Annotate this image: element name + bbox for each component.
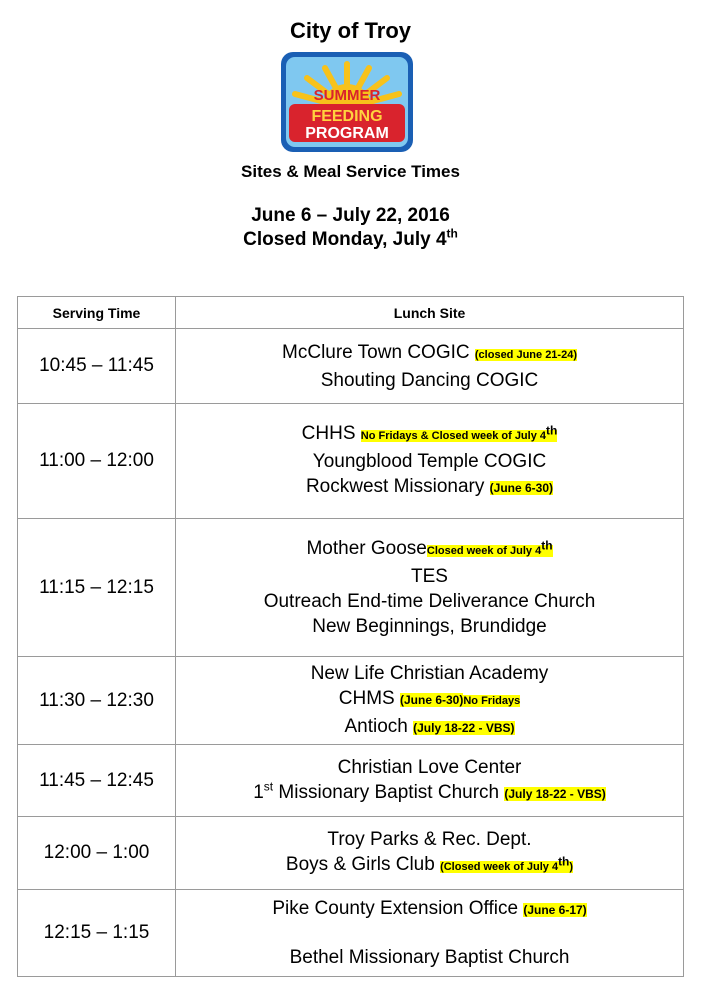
summer-feeding-program-logo (279, 50, 415, 154)
table-row (18, 404, 684, 519)
site-entry: McClure Town COGIC (closed June 21-24) (282, 341, 577, 363)
table-header-row (18, 297, 684, 329)
page-subtitle: Sites & Meal Service Times (241, 162, 460, 181)
site-entry: CHMS (June 6-30)No Fridays (338, 687, 521, 709)
site-entry: CHHS No Fridays & Closed week of July 4th (301, 423, 558, 444)
site-entry: 1st Missionary Baptist Church (July 18-22 - VBS) (253, 779, 606, 803)
site-entry: Christian Love Center (337, 756, 522, 778)
serving-time: 11:45 – 12:45 (18, 745, 176, 817)
serving-time: 10:45 – 11:45 (18, 329, 176, 404)
serving-time: 11:30 – 12:30 (18, 657, 176, 745)
site-entry: Rockwest Missionary (June 6-30) (305, 476, 554, 497)
page-title: City of Troy (289, 18, 411, 43)
schedule-table (17, 296, 684, 977)
site-entry: Boys & Girls Club (Closed week of July 4th) (285, 853, 574, 875)
serving-time: 11:15 – 12:15 (18, 519, 176, 657)
site-entry: Shouting Dancing COGIC (320, 369, 539, 391)
column-header-time: Serving Time (18, 297, 176, 329)
table-row (18, 745, 684, 817)
site-entry: Outreach End-time Deliverance Church (263, 591, 596, 612)
site-note: (July 18-22 - VBS) (413, 720, 515, 735)
table-row (18, 657, 684, 745)
site-note: (closed June 21-24) (474, 348, 577, 361)
site-entry: Bethel Missionary Baptist Church (289, 947, 570, 968)
lunch-sites (176, 519, 684, 657)
site-entry: Pike County Extension Office (June 6-17) (272, 898, 587, 919)
lunch-sites (176, 657, 684, 745)
site-note: No Fridays & Closed week of July 4th (360, 423, 558, 442)
lunch-sites (176, 890, 684, 977)
table-row (18, 329, 684, 404)
site-entry: Antioch (July 18-22 - VBS) (344, 715, 515, 737)
site-entry: Troy Parks & Rec. Dept. (327, 828, 532, 850)
site-note: (June 6-30) (489, 481, 554, 495)
table-row (18, 890, 684, 977)
lunch-sites (176, 745, 684, 817)
logo-word-summer: SUMMER (313, 87, 381, 104)
lunch-sites (176, 404, 684, 519)
site-note: (June 6-30) (400, 692, 464, 707)
logo-word-program: PROGRAM (305, 125, 389, 142)
lunch-sites (176, 329, 684, 404)
site-entry: TES (411, 566, 448, 587)
site-note: (July 18-22 - VBS) (504, 786, 606, 801)
site-note: (June 6-17) (523, 903, 587, 917)
date-range: June 6 – July 22, 2016 (251, 205, 450, 226)
site-entry: New Beginnings, Brundidge (312, 616, 547, 637)
site-entry: Youngblood Temple COGIC (312, 451, 547, 472)
serving-time: 12:15 – 1:15 (18, 890, 176, 977)
site-note: (Closed week of July 4th) (440, 853, 574, 873)
site-note: Closed week of July 4th (426, 538, 553, 557)
table-row (18, 817, 684, 890)
program-dates (0, 204, 701, 252)
closure-note: Closed Monday, July 4th (243, 226, 458, 250)
column-header-site: Lunch Site (176, 297, 684, 329)
site-note-extra: No Fridays (463, 694, 521, 707)
serving-time: 12:00 – 1:00 (18, 817, 176, 890)
site-entry: New Life Christian Academy (310, 662, 549, 684)
site-entry: Mother GooseClosed week of July 4th (306, 538, 553, 559)
logo-word-feeding: FEEDING (311, 108, 383, 125)
serving-time: 11:00 – 12:00 (18, 404, 176, 519)
table-row (18, 519, 684, 657)
lunch-sites (176, 817, 684, 890)
